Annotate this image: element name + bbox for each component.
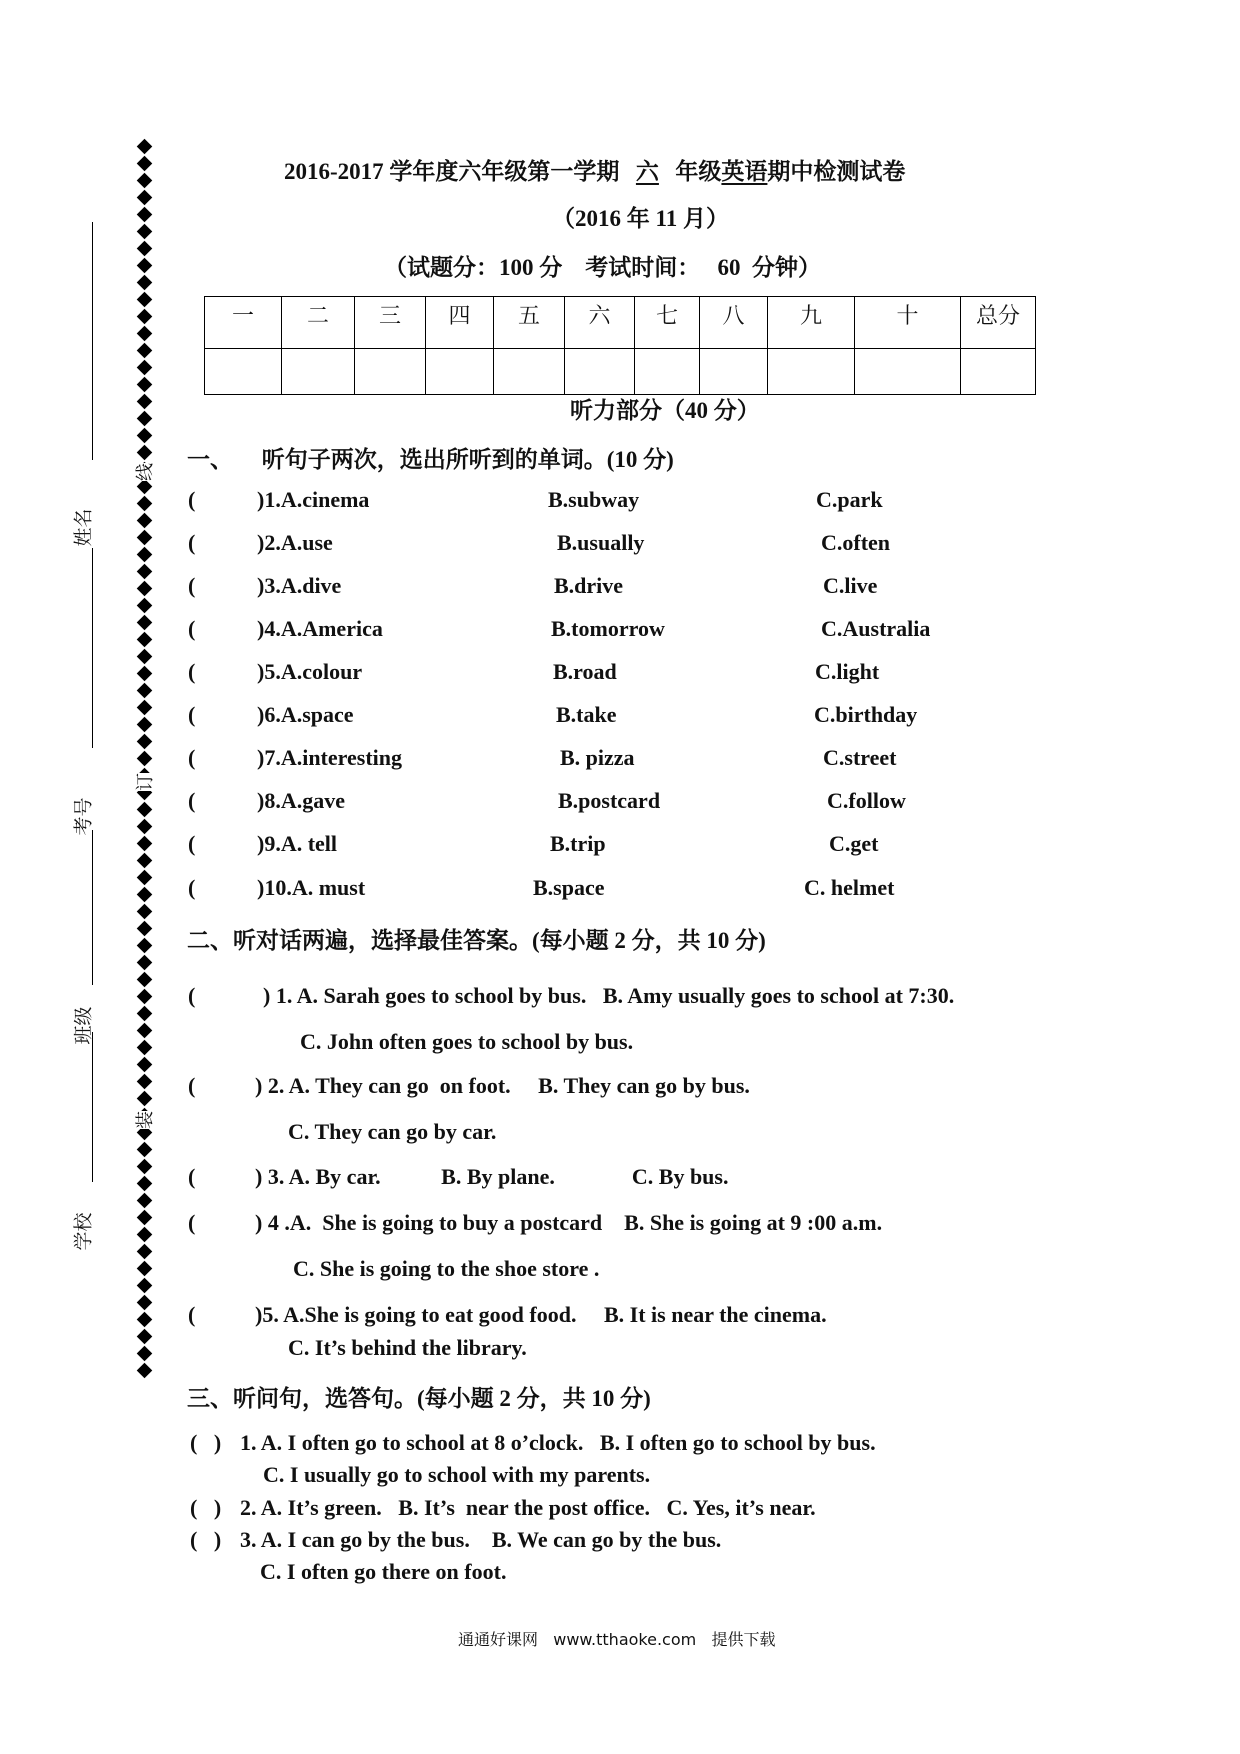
- diamond-mark: [136, 921, 152, 937]
- diamond-mark: [136, 853, 152, 869]
- option-b: B.postcard: [558, 788, 661, 813]
- answer-blank[interactable]: ( ): [190, 1430, 222, 1455]
- exam-date: （2016 年 11 月）: [552, 206, 729, 231]
- diamond-mark: [136, 1091, 152, 1107]
- diamond-mark: [136, 1193, 152, 1209]
- title-grade: 六: [635, 159, 659, 184]
- diamond-mark: [136, 496, 152, 512]
- diamond-mark: [136, 394, 152, 410]
- diamond-mark: [136, 1295, 152, 1311]
- diamond-mark: [136, 819, 152, 835]
- answer-blank[interactable]: (: [188, 487, 196, 512]
- dialogue-options-line2: C. They can go by car.: [288, 1119, 497, 1144]
- answer-blank[interactable]: (: [188, 616, 196, 641]
- option-b: B.drive: [554, 573, 624, 598]
- diamond-mark: [136, 1006, 152, 1022]
- diamond-mark: [136, 411, 152, 427]
- diamond-mark: [136, 887, 152, 903]
- diamond-mark: [136, 241, 152, 257]
- binding-char-bind: 装: [131, 1111, 157, 1129]
- diamond-mark: [136, 326, 152, 342]
- option-a: )4.A.America: [257, 616, 383, 641]
- section1-title: 一、 听句子两次，选出所听到的单词。(10 分): [187, 447, 674, 472]
- score-header: 三: [355, 297, 426, 349]
- diamond-mark: [136, 547, 152, 563]
- dialogue-options-line2: C. It’s behind the library.: [288, 1335, 527, 1360]
- option-c: C.street: [823, 745, 897, 770]
- title-mid: 年级: [675, 159, 722, 184]
- option-a: )10.A. must: [257, 875, 366, 900]
- diamond-mark: [136, 632, 152, 648]
- option-c: C.follow: [827, 788, 906, 813]
- diamond-mark: [136, 1159, 152, 1175]
- dialogue-options-line1: ) 3. A. By car. B. By plane. C. By bus.: [255, 1164, 729, 1189]
- answer-blank[interactable]: (: [188, 745, 196, 770]
- title-prefix: 2016-2017 学年度六年级第一学期: [284, 159, 620, 184]
- score-header: 一: [205, 297, 282, 349]
- listening-part-title: 听力部分（40 分）: [570, 398, 760, 423]
- option-b: B.road: [553, 659, 617, 684]
- diamond-mark: [136, 1142, 152, 1158]
- answer-blank[interactable]: (: [188, 1073, 196, 1098]
- response-options-line1: 1. A. I often go to school at 8 o’clock. B. I often go to school by bus.: [240, 1430, 876, 1455]
- dialogue-options-line1: )5. A.She is going to eat good food. B. It is near the cinema.: [255, 1302, 827, 1327]
- score-value-row: [205, 349, 1036, 395]
- answer-blank[interactable]: (: [188, 573, 196, 598]
- option-a: )1.A.cinema: [257, 487, 370, 512]
- score-header: 十: [855, 297, 961, 349]
- answer-blank[interactable]: ( ): [190, 1527, 222, 1552]
- diamond-mark: [136, 1329, 152, 1345]
- class-label: 班级: [72, 1006, 95, 1045]
- score-header: 二: [282, 297, 355, 349]
- exam-no-label: 考号: [72, 797, 95, 836]
- diamond-mark: [136, 1244, 152, 1260]
- diamond-mark: [136, 1074, 152, 1090]
- score-header: 六: [565, 297, 635, 349]
- diamond-mark: [136, 1057, 152, 1073]
- diamond-mark: [136, 224, 152, 240]
- option-b: B.subway: [548, 487, 640, 512]
- option-c: C.live: [823, 573, 878, 598]
- score-cell[interactable]: [855, 349, 961, 395]
- diamond-mark: [136, 836, 152, 852]
- score-header: 总分: [961, 297, 1036, 349]
- option-a: )8.A.gave: [257, 788, 345, 813]
- answer-blank[interactable]: (: [188, 831, 196, 856]
- binding-char-order: 订: [131, 773, 157, 791]
- diamond-mark: [136, 1210, 152, 1226]
- diamond-mark: [136, 564, 152, 580]
- diamond-mark: [136, 700, 152, 716]
- score-header: 四: [426, 297, 494, 349]
- diamond-mark: [136, 1227, 152, 1243]
- response-options-line2: C. I usually go to school with my parents.: [263, 1462, 651, 1487]
- diamond-mark: [136, 598, 152, 614]
- diamond-mark: [136, 173, 152, 189]
- diamond-mark: [136, 683, 152, 699]
- diamond-mark: [136, 870, 152, 886]
- diamond-mark: [136, 802, 152, 818]
- score-cell[interactable]: [494, 349, 565, 395]
- option-c: C.get: [829, 831, 879, 856]
- option-a: )6.A.space: [257, 702, 354, 727]
- title-subject: 英语: [721, 159, 768, 184]
- exam-no-line: [92, 548, 93, 748]
- diamond-mark: [136, 513, 152, 529]
- diamond-mark: [136, 343, 152, 359]
- diamond-mark: [136, 1278, 152, 1294]
- diamond-mark: [136, 615, 152, 631]
- diamond-mark: [136, 1040, 152, 1056]
- exam-meta: （试题分：100 分 考试时间： 60 分钟）: [384, 255, 821, 280]
- diamond-mark: [136, 139, 152, 155]
- answer-blank[interactable]: ( ): [190, 1495, 222, 1520]
- diamond-mark: [136, 734, 152, 750]
- dialogue-options-line2: C. John often goes to school by bus.: [300, 1029, 634, 1054]
- school-line: [92, 1032, 93, 1182]
- diamond-mark: [136, 156, 152, 172]
- diamond-mark: [136, 377, 152, 393]
- answer-blank[interactable]: (: [188, 1210, 196, 1235]
- score-cell[interactable]: [565, 349, 635, 395]
- diamond-mark: [136, 751, 152, 767]
- option-c: C.light: [815, 659, 880, 684]
- score-cell[interactable]: [426, 349, 494, 395]
- diamond-mark: [136, 666, 152, 682]
- diamond-mark: [136, 360, 152, 376]
- diamond-mark: [136, 275, 152, 291]
- class-line: [92, 830, 93, 985]
- school-label: 学校: [72, 1212, 95, 1251]
- binding-diamond-border: [133, 138, 155, 1379]
- option-a: )9.A. tell: [257, 831, 338, 856]
- binding-char-line: 线: [131, 463, 157, 481]
- option-a: )3.A.dive: [257, 573, 342, 598]
- diamond-mark: [136, 989, 152, 1005]
- response-options-line2: C. I often go there on foot.: [260, 1559, 507, 1584]
- answer-blank[interactable]: (: [188, 875, 196, 900]
- score-header: 七: [635, 297, 700, 349]
- score-cell[interactable]: [355, 349, 426, 395]
- diamond-mark: [136, 649, 152, 665]
- option-c: C.park: [816, 487, 883, 512]
- score-header: 九: [768, 297, 855, 349]
- option-b: B.usually: [557, 530, 645, 555]
- diamond-mark: [136, 258, 152, 274]
- section2-title: 二、听对话两遍，选择最佳答案。(每小题 2 分，共 10 分): [187, 928, 766, 953]
- diamond-mark: [136, 1312, 152, 1328]
- answer-blank[interactable]: (: [188, 983, 196, 1008]
- diamond-mark: [136, 1176, 152, 1192]
- diamond-mark: [136, 428, 152, 444]
- option-b: B. pizza: [560, 745, 635, 770]
- diamond-mark: [136, 972, 152, 988]
- diamond-mark: [136, 1346, 152, 1362]
- diamond-mark: [136, 1261, 152, 1277]
- option-b: B.tomorrow: [551, 616, 665, 641]
- option-c: C.birthday: [814, 702, 918, 727]
- footer-text: 通通好课网 www.tthaoke.com 提供下载: [458, 1630, 776, 1649]
- name-line: [92, 222, 93, 460]
- dialogue-options-line1: ) 2. A. They can go on foot. B. They can go by bus.: [255, 1073, 750, 1098]
- score-cell[interactable]: [700, 349, 768, 395]
- response-options-line1: 3. A. I can go by the bus. B. We can go by the bus.: [240, 1527, 722, 1552]
- option-a: )2.A.use: [257, 530, 333, 555]
- answer-blank[interactable]: (: [188, 788, 196, 813]
- dialogue-options-line1: ) 1. A. Sarah goes to school by bus. B. Amy usually goes to school at 7:30.: [263, 983, 955, 1008]
- score-cell[interactable]: [205, 349, 282, 395]
- title-suffix: 期中检测试卷: [767, 159, 906, 184]
- diamond-mark: [136, 955, 152, 971]
- score-header: 五: [494, 297, 565, 349]
- exam-title: [284, 153, 905, 186]
- diamond-mark: [136, 717, 152, 733]
- score-cell[interactable]: [961, 349, 1036, 395]
- response-options-line1: 2. A. It’s green. B. It’s near the post office. C. Yes, it’s near.: [240, 1495, 816, 1520]
- diamond-mark: [136, 530, 152, 546]
- option-c: C. helmet: [804, 875, 895, 900]
- score-header: 八: [700, 297, 768, 349]
- dialogue-options-line1: ) 4 .A. She is going to buy a postcard B. She is going at 9 :00 a.m.: [255, 1210, 883, 1235]
- score-header-row: [205, 297, 1036, 349]
- score-table: [204, 296, 1036, 395]
- diamond-mark: [136, 1363, 152, 1379]
- diamond-mark: [136, 445, 152, 461]
- option-c: C.often: [821, 530, 891, 555]
- answer-blank[interactable]: (: [188, 1164, 196, 1189]
- diamond-mark: [136, 581, 152, 597]
- diamond-mark: [136, 938, 152, 954]
- option-b: B.trip: [550, 831, 606, 856]
- diamond-mark: [136, 1023, 152, 1039]
- diamond-mark: [136, 904, 152, 920]
- option-c: C.Australia: [821, 616, 931, 641]
- option-b: B.space: [533, 875, 605, 900]
- section3-title: 三、听问句，选答句。(每小题 2 分，共 10 分): [187, 1386, 651, 1411]
- score-cell[interactable]: [282, 349, 355, 395]
- answer-blank[interactable]: (: [188, 702, 196, 727]
- option-a: )5.A.colour: [257, 659, 363, 684]
- score-cell[interactable]: [768, 349, 855, 395]
- diamond-mark: [136, 207, 152, 223]
- name-label: 姓名: [72, 508, 95, 547]
- option-a: )7.A.interesting: [257, 745, 403, 770]
- diamond-mark: [136, 190, 152, 206]
- diamond-mark: [136, 292, 152, 308]
- answer-blank[interactable]: (: [188, 1302, 196, 1327]
- dialogue-options-line2: C. She is going to the shoe store .: [293, 1256, 600, 1281]
- diamond-mark: [136, 309, 152, 325]
- diamond-mark: [136, 479, 152, 495]
- answer-blank[interactable]: (: [188, 530, 196, 555]
- answer-blank[interactable]: (: [188, 659, 196, 684]
- score-cell[interactable]: [635, 349, 700, 395]
- option-b: B.take: [556, 702, 617, 727]
